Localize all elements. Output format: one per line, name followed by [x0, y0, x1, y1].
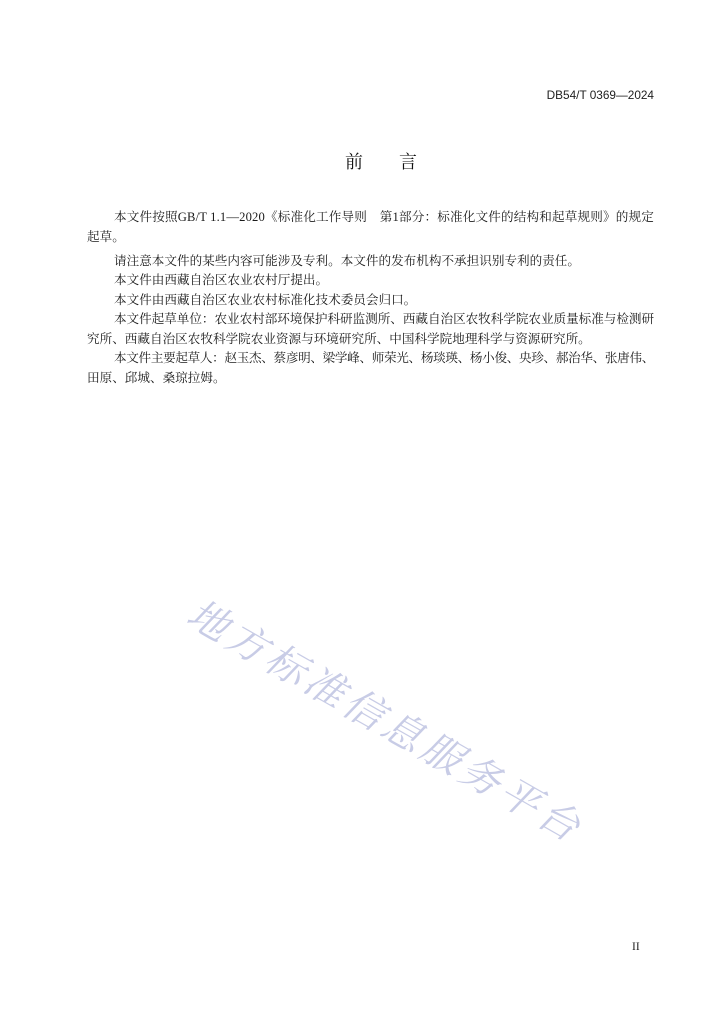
para-patent-notice — [87, 252, 654, 272]
text-line: 本文件主要起草人：赵玉杰、蔡彦明、梁学峰、师荣光、杨琰瑛、杨小俊、央珍、郝治华、张唐伟、 — [114, 351, 655, 365]
text-line: 本文件由西藏自治区农业农村厅提出。 — [114, 273, 329, 287]
para-drafters — [87, 349, 654, 388]
text-line: 本文件起草单位：农业农村部环境保护科研监测所、西藏自治区农牧科学院农业质量标准与检测研 — [114, 312, 655, 326]
para-drafting-rules — [87, 208, 654, 247]
page-number: II — [632, 941, 640, 953]
text-line: 请注意本文件的某些内容可能涉及专利。本文件的发布机构不承担识别专利的责任。 — [114, 253, 580, 268]
watermark-text: 地方标准信息服务平台 — [179, 591, 591, 853]
standard-code: DB54/T 0369—2024 — [546, 88, 654, 102]
text-line: 本文件按照GB/T 1.1—2020《标准化工作导则 第1部分：标准化文件的结构和起草规则》的规定 — [114, 210, 654, 224]
text-line: 本文件由西藏自治区农业农村标准化技术委员会归口。 — [114, 292, 417, 307]
section-title: 前 言 — [345, 152, 417, 173]
text-line: 田原、邱城、桑琼拉姆。 — [87, 370, 226, 385]
para-centralized-by — [87, 291, 654, 311]
text-line: 究所、西藏自治区农牧科学院农业资源与环境研究所、中国科学院地理科学与资源研究所。 — [87, 331, 591, 346]
text-line: 起草。 — [87, 229, 125, 244]
para-proposed-by — [87, 271, 654, 291]
para-drafting-units — [87, 310, 654, 349]
foreword-body — [87, 208, 654, 388]
